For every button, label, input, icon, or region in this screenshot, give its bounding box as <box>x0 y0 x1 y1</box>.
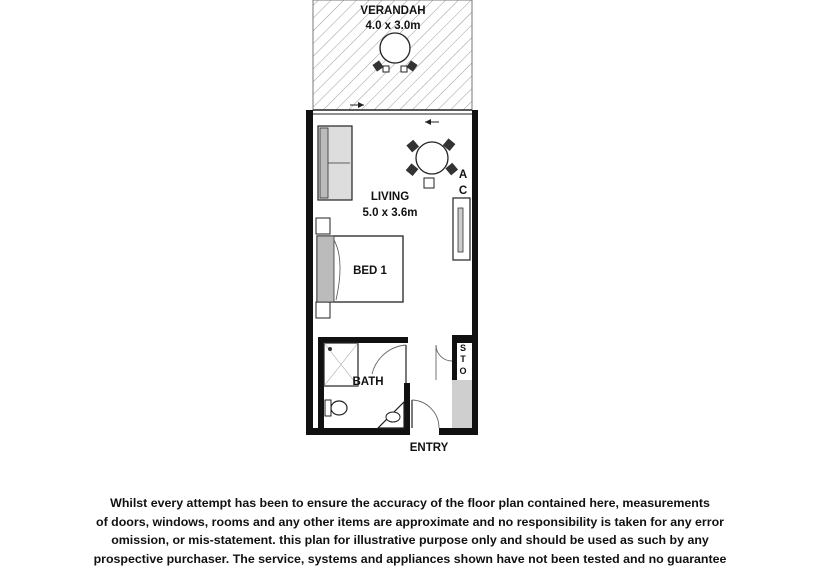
entry-label: ENTRY <box>409 442 449 454</box>
disclaimer-line: prospective purchaser. The service, systems and appliances shown have not been tested and no guarantee <box>93 551 727 566</box>
disclaimer-line: of doors, windows, rooms and any other items are approximate and no responsibility is taken for any error <box>96 514 724 529</box>
bed-label: BED 1 <box>353 265 387 277</box>
sofa-icon <box>318 126 352 200</box>
entry-door <box>412 400 439 428</box>
basin-icon <box>378 402 404 428</box>
storage-label-s: S <box>459 343 467 353</box>
ac-label-c: C <box>458 185 468 197</box>
verandah-label: VERANDAH <box>360 5 426 17</box>
ac-label-a: A <box>458 169 468 181</box>
tv-unit-icon <box>453 198 470 260</box>
storage-label-o: O <box>459 366 467 376</box>
bath-label: BATH <box>352 376 384 388</box>
storage-door <box>436 345 452 380</box>
toilet-icon <box>325 400 347 416</box>
disclaimer-line: omission, or mis-statement. this plan for illustrative purpose only and should be used as such by any <box>111 533 709 548</box>
disclaimer-line: Whilst every attempt has been to ensure the accuracy of the floor plan contained here, measurements <box>110 496 710 510</box>
living-label: LIVING <box>370 191 410 203</box>
disclaimer <box>60 494 760 568</box>
storage-label-t: T <box>460 354 466 364</box>
verandah-dimensions: 4.0 x 3.0m <box>365 20 421 32</box>
living-dimensions: 5.0 x 3.6m <box>362 207 418 219</box>
dining-table-icon <box>406 138 458 188</box>
